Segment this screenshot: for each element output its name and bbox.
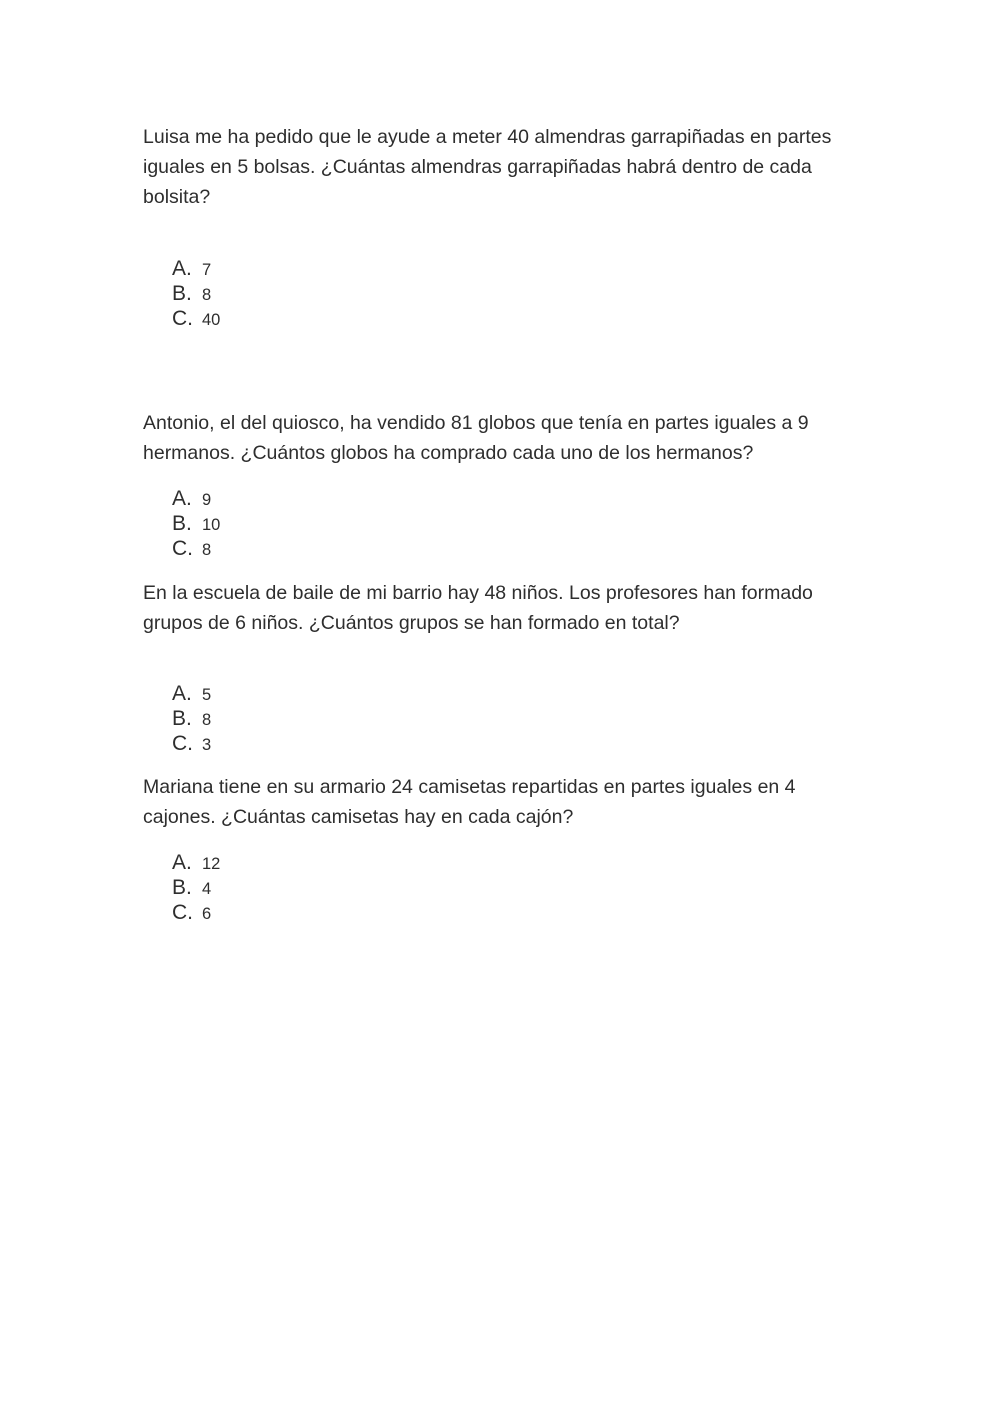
option-a[interactable]: [172, 850, 220, 875]
option-b[interactable]: [172, 706, 211, 731]
option-value: 7: [202, 261, 212, 279]
option-value: 40: [202, 311, 221, 329]
option-value: 3: [202, 736, 212, 754]
option-value: 6: [202, 905, 212, 923]
option-value: 4: [202, 880, 212, 898]
option-letter: C.: [172, 901, 193, 924]
option-letter: B.: [172, 876, 192, 899]
question-4-text: Mariana tiene en su armario 24 camisetas repartidas en partes iguales en 4 cajones. ¿Cuántas camisetas hay en cada cajón?: [143, 776, 796, 828]
option-value: 5: [202, 686, 212, 704]
option-letter: C.: [172, 732, 193, 755]
option-b[interactable]: [172, 281, 220, 306]
option-b[interactable]: [172, 875, 220, 900]
question-3: [143, 578, 863, 638]
question-1-text: Luisa me ha pedido que le ayude a meter 40 almendras garrapiñadas en partes iguales en 5 bolsas. ¿Cuántas almendras garrapiñadas habrá dentro de cada bolsita?: [143, 126, 832, 208]
option-value: 8: [202, 286, 212, 304]
question-3-options: [172, 681, 211, 756]
question-4-options: [172, 850, 220, 925]
option-value: 12: [202, 855, 221, 873]
option-value: 9: [202, 491, 212, 509]
question-3-text: En la escuela de baile de mi barrio hay 48 niños. Los profesores han formado grupos de 6 niños. ¿Cuántos grupos se han formado en total?: [143, 582, 813, 634]
option-value: 8: [202, 541, 212, 559]
option-letter: B.: [172, 512, 192, 535]
option-value: 8: [202, 711, 212, 729]
option-letter: C.: [172, 537, 193, 560]
question-1-options: [172, 256, 220, 331]
option-b[interactable]: [172, 511, 220, 536]
option-value: 10: [202, 516, 221, 534]
question-4: [143, 772, 863, 832]
option-letter: A.: [172, 682, 192, 705]
option-c[interactable]: [172, 306, 220, 331]
question-1: [143, 122, 863, 212]
option-c[interactable]: [172, 731, 211, 756]
option-c[interactable]: [172, 900, 220, 925]
option-letter: B.: [172, 282, 192, 305]
question-2: [143, 408, 863, 468]
option-letter: B.: [172, 707, 192, 730]
option-c[interactable]: [172, 536, 220, 561]
option-a[interactable]: [172, 681, 211, 706]
option-letter: A.: [172, 487, 192, 510]
option-letter: A.: [172, 257, 192, 280]
option-letter: A.: [172, 851, 192, 874]
question-2-text: Antonio, el del quiosco, ha vendido 81 globos que tenía en partes iguales a 9 hermanos. ¿Cuántos globos ha comprado cada uno de los hermanos?: [143, 412, 809, 464]
option-letter: C.: [172, 307, 193, 330]
option-a[interactable]: [172, 256, 220, 281]
option-a[interactable]: [172, 486, 220, 511]
question-2-options: [172, 486, 220, 561]
